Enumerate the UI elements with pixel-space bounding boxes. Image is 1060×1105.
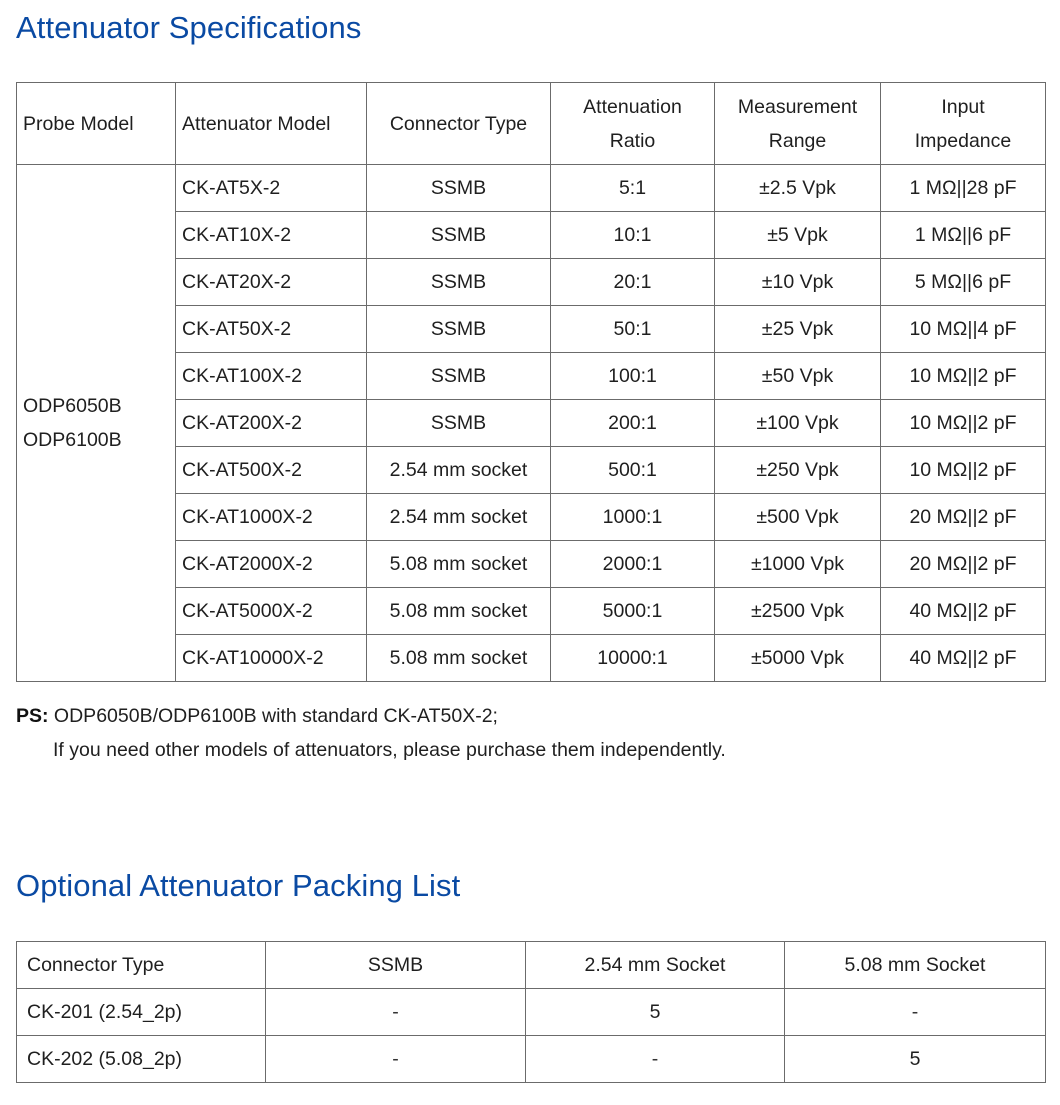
ps-note-line2: If you need other models of attenuators, please purchase them independently. (53, 739, 726, 761)
attenuation-ratio-cell: 200:1 (551, 400, 715, 447)
packing-254-cell: 5 (526, 989, 785, 1036)
attenuation-ratio-cell: 2000:1 (551, 541, 715, 588)
attenuator-model-cell: CK-AT200X-2 (176, 400, 367, 447)
attenuation-ratio-cell: 500:1 (551, 447, 715, 494)
attenuation-ratio-cell: 5:1 (551, 165, 715, 212)
input-impedance-cell: 1 MΩ||6 pF (881, 212, 1046, 259)
connector-type-cell: 5.08 mm socket (367, 635, 551, 682)
packing-list-table (16, 941, 1046, 1083)
input-impedance-cell: 40 MΩ||2 pF (881, 635, 1046, 682)
connector-type-cell: SSMB (367, 259, 551, 306)
connector-type-cell: SSMB (367, 400, 551, 447)
attenuator-model-cell: CK-AT500X-2 (176, 447, 367, 494)
input-impedance-cell: 10 MΩ||4 pF (881, 306, 1046, 353)
packing-header-254-socket: 2.54 mm Socket (526, 942, 785, 989)
connector-type-cell: SSMB (367, 353, 551, 400)
measurement-range-cell: ±5000 Vpk (715, 635, 881, 682)
input-impedance-cell: 10 MΩ||2 pF (881, 447, 1046, 494)
input-impedance-cell: 10 MΩ||2 pF (881, 400, 1046, 447)
packing-header-ssmb: SSMB (266, 942, 526, 989)
header-range-line1: Measurement (737, 95, 858, 118)
spec-row (17, 165, 1046, 212)
attenuation-ratio-cell: 20:1 (551, 259, 715, 306)
ps-note-text: ODP6050B/ODP6100B with standard CK-AT50X-2; (48, 705, 498, 727)
measurement-range-cell: ±25 Vpk (715, 306, 881, 353)
measurement-range-cell: ±2.5 Vpk (715, 165, 881, 212)
input-impedance-cell: 10 MΩ||2 pF (881, 353, 1046, 400)
ps-label: PS: (16, 705, 49, 727)
connector-type-cell: 2.54 mm socket (367, 494, 551, 541)
header-attenuator-model: Attenuator Model (176, 83, 367, 165)
header-range-line2: Range (768, 129, 827, 152)
packing-508-cell: - (785, 989, 1046, 1036)
attenuator-model-cell: CK-AT100X-2 (176, 353, 367, 400)
spec-header-row (17, 83, 1046, 165)
connector-type-cell: 5.08 mm socket (367, 541, 551, 588)
attenuation-ratio-cell: 5000:1 (551, 588, 715, 635)
attenuator-model-cell: CK-AT1000X-2 (176, 494, 367, 541)
packing-row (17, 989, 1046, 1036)
attenuation-ratio-cell: 50:1 (551, 306, 715, 353)
attenuator-spec-table (16, 82, 1046, 682)
header-impedance-line2: Impedance (914, 129, 1012, 152)
probe-model-cell (17, 165, 176, 682)
input-impedance-cell: 20 MΩ||2 pF (881, 541, 1046, 588)
measurement-range-cell: ±50 Vpk (715, 353, 881, 400)
header-impedance-line1: Input (941, 95, 985, 118)
header-measurement-range (715, 83, 881, 165)
packing-508-cell: 5 (785, 1036, 1046, 1083)
packing-ssmb-cell: - (266, 989, 526, 1036)
attenuation-ratio-cell: 10:1 (551, 212, 715, 259)
header-connector-type: Connector Type (367, 83, 551, 165)
input-impedance-cell: 1 MΩ||28 pF (881, 165, 1046, 212)
packing-ssmb-cell: - (266, 1036, 526, 1083)
header-ratio-line2: Ratio (609, 129, 656, 152)
attenuator-model-cell: CK-AT5X-2 (176, 165, 367, 212)
input-impedance-cell: 5 MΩ||6 pF (881, 259, 1046, 306)
packing-header-connector-type: Connector Type (17, 942, 266, 989)
measurement-range-cell: ±500 Vpk (715, 494, 881, 541)
spec-section-title: Attenuator Specifications (16, 10, 362, 45)
attenuator-model-cell: CK-AT10X-2 (176, 212, 367, 259)
probe-model-name: ODP6050B (23, 395, 122, 417)
header-input-impedance (881, 83, 1046, 165)
attenuator-model-cell: CK-AT20X-2 (176, 259, 367, 306)
connector-type-cell: SSMB (367, 165, 551, 212)
measurement-range-cell: ±10 Vpk (715, 259, 881, 306)
header-attenuation-ratio (551, 83, 715, 165)
input-impedance-cell: 20 MΩ||2 pF (881, 494, 1046, 541)
input-impedance-cell: 40 MΩ||2 pF (881, 588, 1046, 635)
probe-model-name: ODP6100B (23, 429, 122, 451)
packing-254-cell: - (526, 1036, 785, 1083)
packing-connector-cell: CK-202 (5.08_2p) (17, 1036, 266, 1083)
attenuator-model-cell: CK-AT50X-2 (176, 306, 367, 353)
packing-connector-cell: CK-201 (2.54_2p) (17, 989, 266, 1036)
header-ratio-line1: Attenuation (583, 95, 682, 118)
measurement-range-cell: ±2500 Vpk (715, 588, 881, 635)
ps-note (16, 705, 498, 728)
measurement-range-cell: ±250 Vpk (715, 447, 881, 494)
packing-header-508-socket: 5.08 mm Socket (785, 942, 1046, 989)
connector-type-cell: 2.54 mm socket (367, 447, 551, 494)
measurement-range-cell: ±5 Vpk (715, 212, 881, 259)
packing-section-title: Optional Attenuator Packing List (16, 868, 461, 903)
packing-row (17, 1036, 1046, 1083)
connector-type-cell: SSMB (367, 212, 551, 259)
connector-type-cell: 5.08 mm socket (367, 588, 551, 635)
attenuation-ratio-cell: 1000:1 (551, 494, 715, 541)
attenuator-model-cell: CK-AT10000X-2 (176, 635, 367, 682)
attenuator-model-cell: CK-AT5000X-2 (176, 588, 367, 635)
attenuator-model-cell: CK-AT2000X-2 (176, 541, 367, 588)
measurement-range-cell: ±100 Vpk (715, 400, 881, 447)
connector-type-cell: SSMB (367, 306, 551, 353)
attenuation-ratio-cell: 100:1 (551, 353, 715, 400)
measurement-range-cell: ±1000 Vpk (715, 541, 881, 588)
packing-header-row (17, 942, 1046, 989)
header-probe-model: Probe Model (17, 83, 176, 165)
attenuation-ratio-cell: 10000:1 (551, 635, 715, 682)
